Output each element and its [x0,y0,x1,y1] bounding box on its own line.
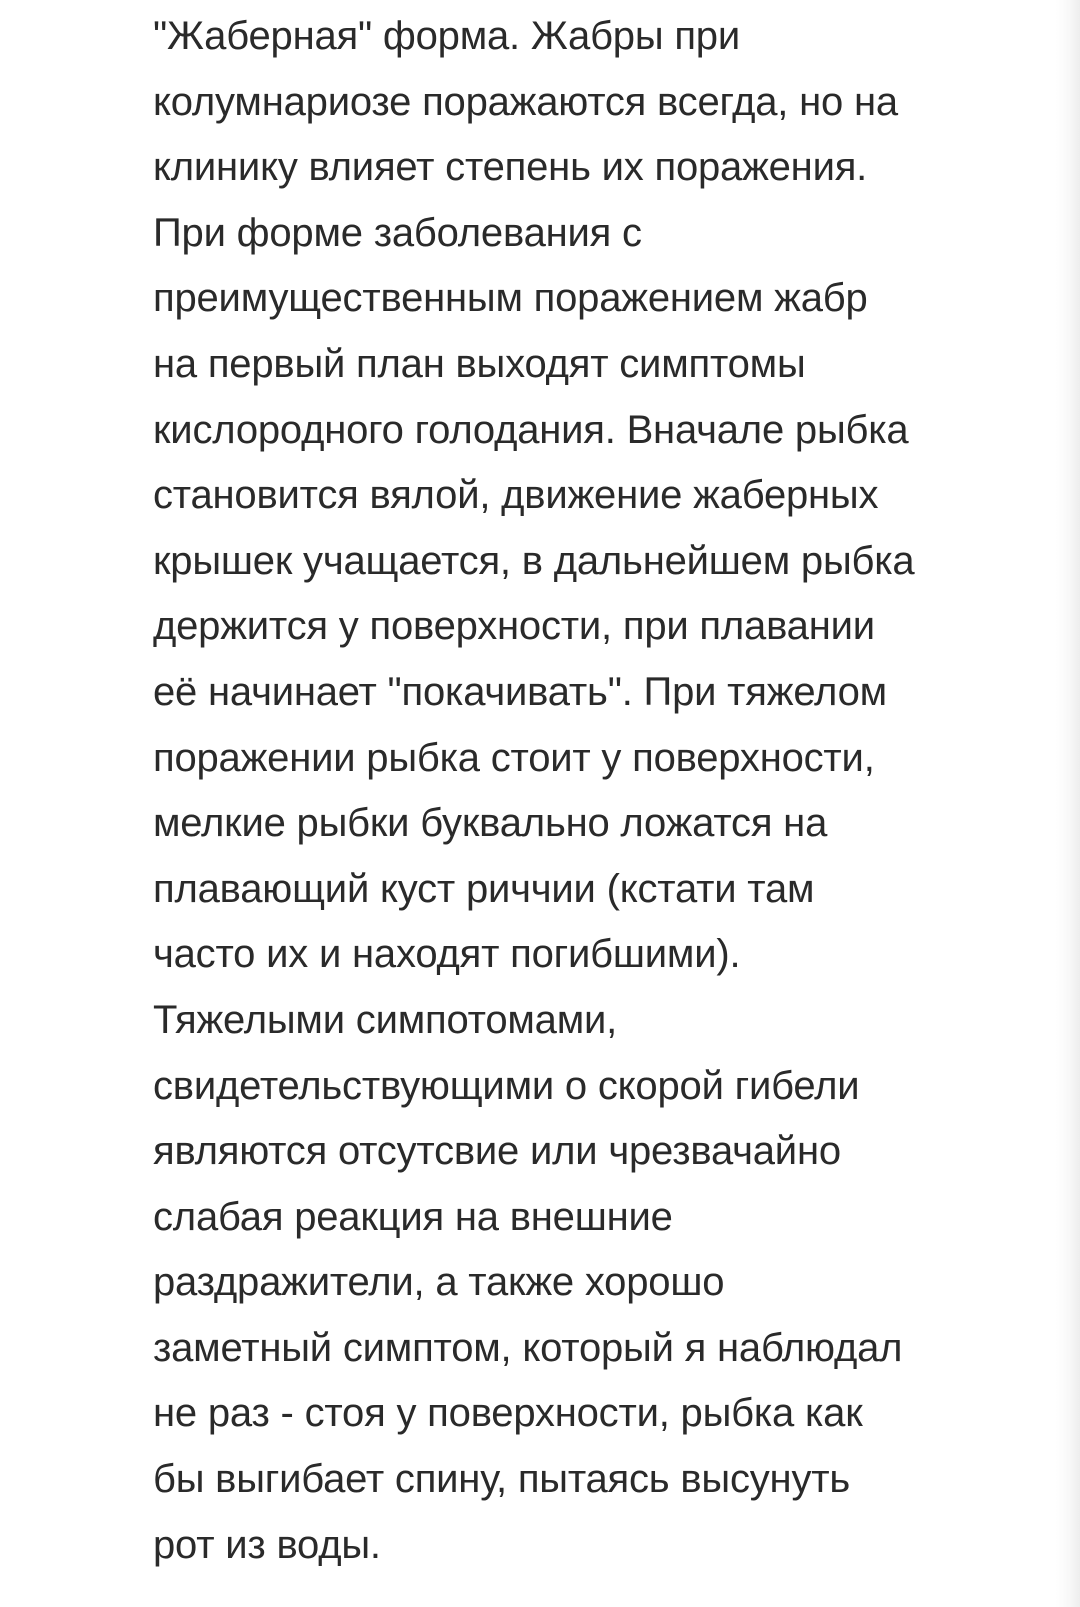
text-line: кислородного голодания. Вначале рыбка [153,407,909,452]
text-line: слабая реакция на внешние [153,1194,673,1239]
text-line: бы выгибает спину, пытаясь высунуть [153,1457,851,1502]
text-line: мелкие рыбки буквально ложатся на [153,801,828,846]
text-line: часто их и находят погибшими). [153,932,741,977]
text-line: плавающий куст риччии (кстати там [153,866,815,911]
article-paragraph [153,4,1053,1578]
text-line: не раз - стоя у поверхности, рыбка как [153,1391,863,1436]
text-line: Тяжелыми симпотомами, [153,997,618,1042]
text-line: При форме заболевания с [153,210,642,255]
text-line: на первый план выходят симптомы [153,341,806,386]
text-line: становится вялой, движение жаберных [153,473,879,518]
text-line: свидетельствующими о скорой гибели [153,1063,860,1108]
text-line: крышек учащается, в дальнейшем рыбка [153,538,915,583]
text-line: её начинает "покачивать". При тяжелом [153,669,887,714]
text-line: поражении рыбка стоит у поверхности, [153,735,875,780]
text-line: раздражители, а также хорошо [153,1260,725,1305]
text-line: являются отсутсвие или чрезвачайно [153,1129,841,1174]
text-line: колумнариозе поражаются всегда, но на [153,79,898,124]
text-line: преимущественным поражением жабр [153,276,868,321]
text-line: клинику влияет степень их поражения. [153,145,868,190]
text-line: заметный симптом, который я наблюдал [153,1325,903,1370]
text-line: "Жаберная" форма. Жабры при [153,14,740,58]
right-edge-shadow [1056,0,1080,1607]
text-line: рот из воды. [153,1522,381,1567]
text-line: держится у поверхности, при плавании [153,604,875,649]
